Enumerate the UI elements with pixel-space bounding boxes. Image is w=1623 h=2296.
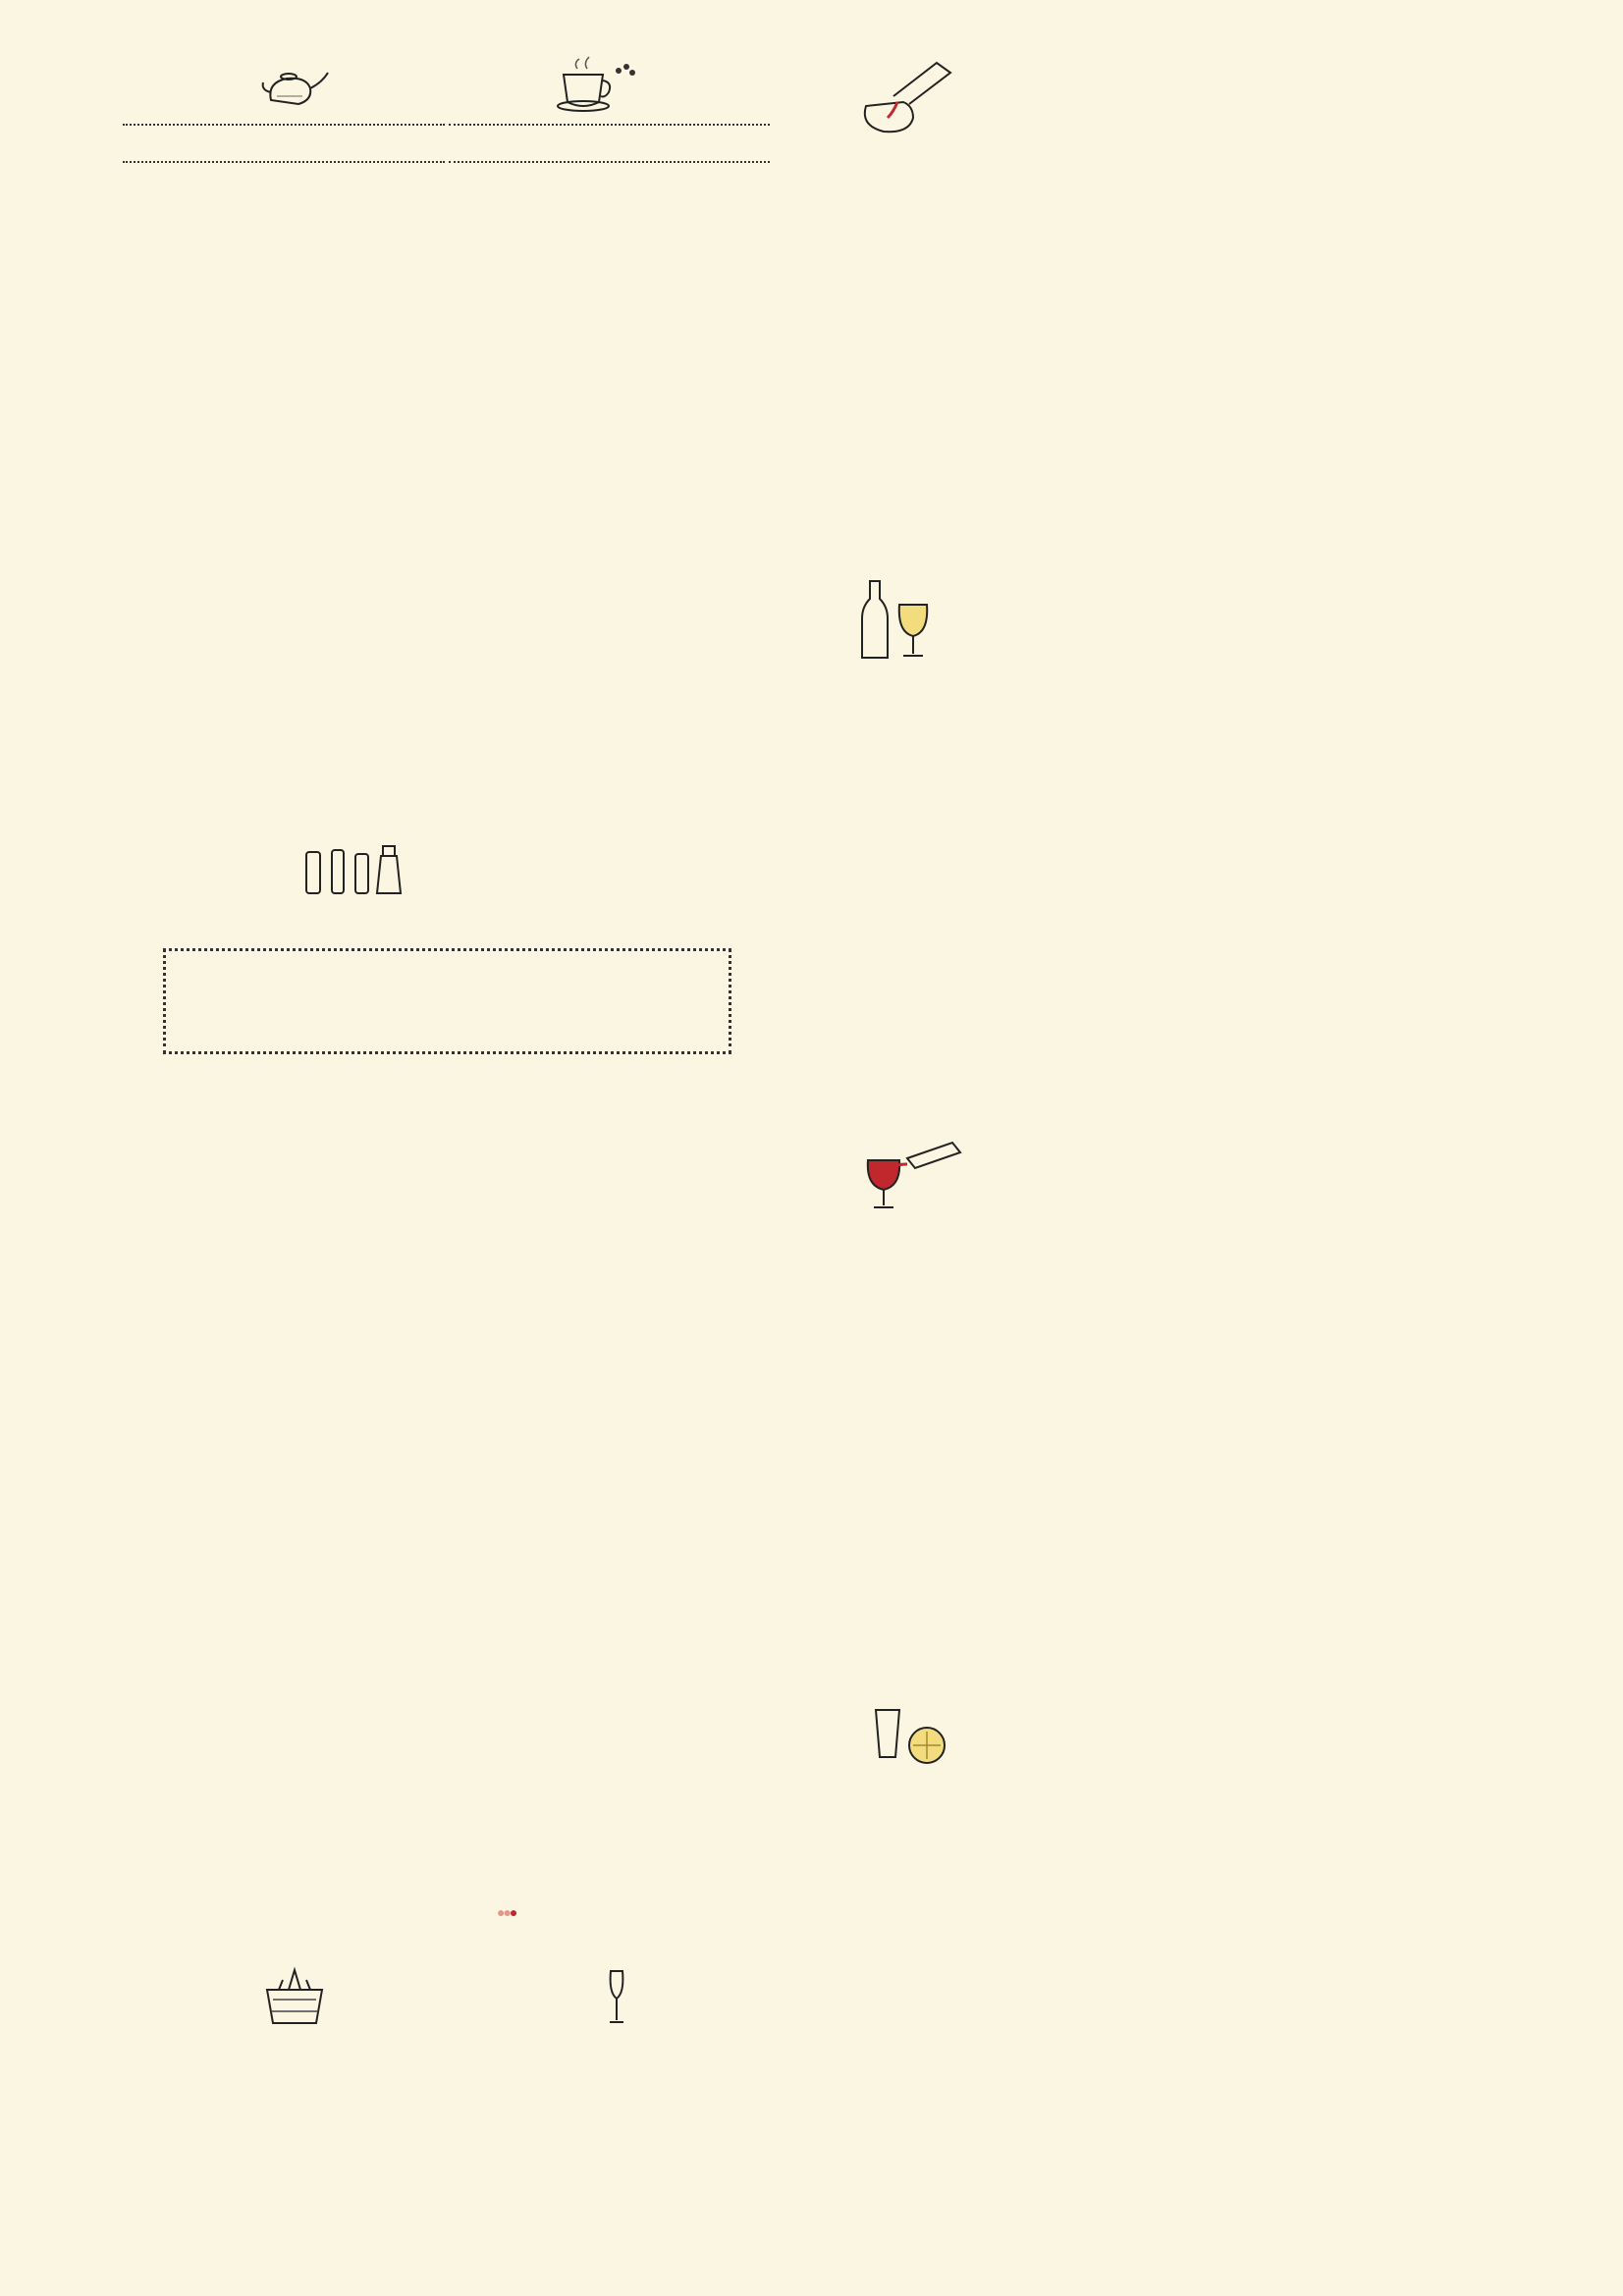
teapot-icon	[257, 61, 332, 110]
red-wine-pour-icon	[862, 1141, 964, 1211]
menu-item-newby	[121, 124, 772, 131]
wine-pour-icon	[854, 57, 962, 135]
aperitif-glass-icon	[866, 1706, 960, 1767]
champagne-glass-icon	[605, 1967, 628, 2026]
wine-bottle-glass-icon	[860, 579, 931, 660]
coffee-cup-icon	[554, 55, 642, 114]
menu-item-brewed-tea	[121, 161, 772, 168]
shaker-icon	[302, 844, 410, 895]
champagne-bucket-icon	[259, 1966, 330, 2027]
nonalcoholic-box	[163, 948, 731, 1054]
sweetness-legend-dots: ●●●	[497, 1904, 516, 1920]
